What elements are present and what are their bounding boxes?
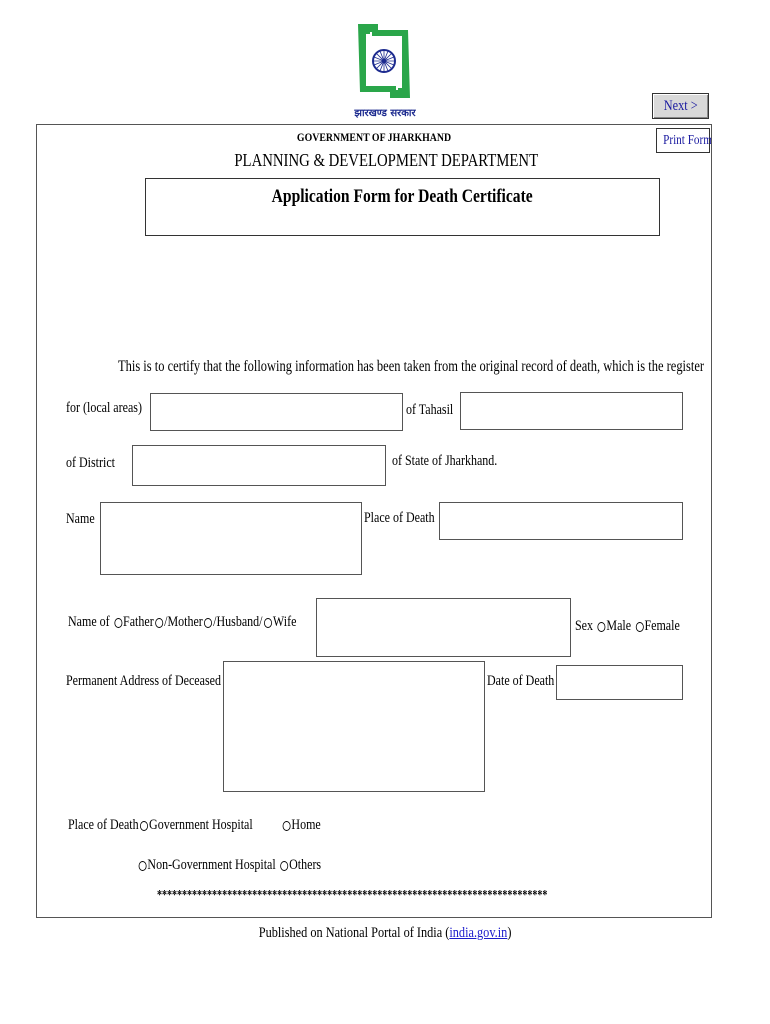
address-input[interactable]: [223, 661, 485, 792]
home-radio[interactable]: [283, 821, 291, 831]
sex-label: Sex: [575, 618, 593, 634]
tahasil-input[interactable]: [460, 392, 683, 430]
others-label: Others: [289, 857, 322, 873]
name-of-label: Name of: [68, 614, 110, 630]
department-heading: PLANNING & DEVELOPMENT DEPARTMENT: [234, 150, 538, 170]
government-heading: GOVERNMENT OF JHARKHAND: [296, 130, 452, 144]
wife-option-label: Wife: [272, 614, 297, 630]
district-label: of District: [66, 455, 115, 471]
logo-caption: झारखण्ड सरकार: [354, 108, 416, 119]
india-gov-link[interactable]: india.gov.in: [449, 925, 508, 941]
place-of-death-label: Place of Death: [364, 510, 435, 526]
name-label: Name: [66, 511, 95, 527]
form-title: Application Form for Death Certificate: [271, 186, 534, 207]
published-text: Published on National Portal of India (: [258, 925, 450, 941]
footer: [0, 924, 770, 942]
tahasil-label: of Tahasil: [406, 402, 454, 418]
state-label: of State of Jharkhand.: [392, 453, 498, 469]
mother-option-label: /Mother: [164, 614, 203, 630]
others-radio[interactable]: [280, 861, 288, 871]
female-option-label: Female: [644, 618, 680, 634]
home-label: Home: [291, 817, 321, 833]
male-option-label: Male: [606, 618, 632, 634]
local-areas-label: for (local areas): [66, 400, 142, 416]
father-option-label: Father: [123, 614, 154, 630]
male-radio[interactable]: [598, 622, 606, 632]
department-heading-wrap: [36, 150, 736, 171]
relation-name-input[interactable]: [316, 598, 571, 657]
footer-close-paren: ): [507, 925, 512, 941]
next-button[interactable]: Next >: [652, 93, 709, 119]
non-government-hospital-label: Non-Government Hospital: [147, 857, 276, 873]
print-form-button[interactable]: Print Form: [656, 128, 710, 153]
father-radio[interactable]: [114, 618, 122, 628]
mother-radio[interactable]: [155, 618, 163, 628]
title-box: [145, 178, 660, 236]
place-of-death-input[interactable]: [439, 502, 683, 540]
husband-option-label: /Husband/: [213, 614, 263, 630]
jharkhand-logo: [356, 20, 412, 102]
government-heading-wrap: [36, 128, 712, 146]
relation-row: [68, 614, 296, 631]
district-input[interactable]: [132, 445, 386, 486]
place-of-death-radio-label: Place of Death: [68, 817, 139, 833]
government-hospital-label: Government Hospital: [149, 817, 253, 833]
address-label: Permanent Address of Deceased: [66, 673, 221, 689]
sex-row: [575, 618, 680, 635]
date-of-death-input[interactable]: [556, 665, 683, 700]
wife-radio[interactable]: [264, 618, 272, 628]
place-radio-row-1: [68, 817, 253, 834]
separator-stars: ******************************************************************************: [157, 888, 548, 903]
husband-radio[interactable]: [204, 618, 212, 628]
local-areas-input[interactable]: [150, 393, 403, 431]
place-radio-row-2: [137, 857, 321, 874]
government-hospital-radio[interactable]: [140, 821, 148, 831]
home-option: [281, 817, 321, 834]
emblem-icon: [356, 20, 412, 102]
non-government-hospital-radio[interactable]: [139, 861, 147, 871]
certify-text: This is to certify that the following information has been taken from the original record of death, which is the register: [118, 358, 705, 375]
name-input[interactable]: [100, 502, 362, 575]
female-radio[interactable]: [636, 622, 644, 632]
date-of-death-label: Date of Death: [487, 673, 555, 689]
